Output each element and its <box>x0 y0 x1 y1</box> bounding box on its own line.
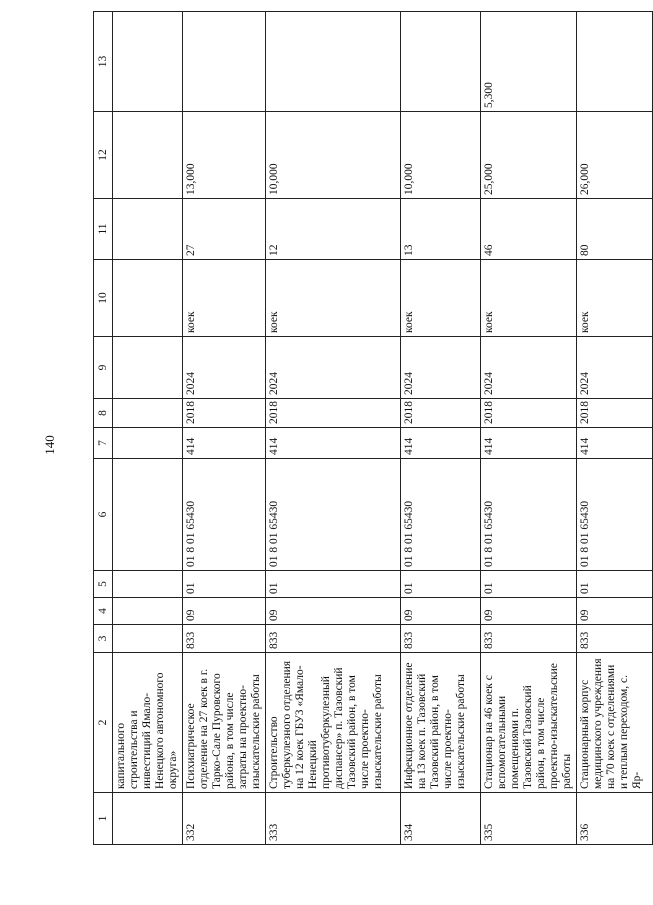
header-cell: 12 <box>94 112 113 199</box>
subsection-code-cell <box>113 571 183 598</box>
capacity-cell: 46 <box>481 199 577 260</box>
cost-cell: 10,000 <box>401 112 481 199</box>
expense-type-cell: 414 <box>401 428 481 459</box>
row-number-cell: 333 <box>266 793 401 845</box>
end-year-cell <box>113 337 183 399</box>
unit-cell: коек <box>401 260 481 337</box>
object-name-cell: Психиатрическое отделение на 27 коек в г. Тарко-Сале Пуровского района, в том числе затраты на проектно-изыскательские работы <box>183 653 266 793</box>
ministry-code-cell: 833 <box>577 625 653 653</box>
unit-cell: коек <box>577 260 653 337</box>
row-number-cell: 335 <box>481 793 577 845</box>
target-article-cell <box>113 459 183 571</box>
end-year-cell: 2024 <box>481 337 577 399</box>
section-code-cell <box>113 598 183 625</box>
header-cell: 1 <box>94 793 113 845</box>
expense-type-cell: 414 <box>266 428 401 459</box>
row-number-cell <box>113 793 183 845</box>
budget-table <box>93 11 653 845</box>
section-code-cell: 09 <box>577 598 653 625</box>
ministry-code-cell: 833 <box>401 625 481 653</box>
header-cell: 9 <box>94 337 113 399</box>
ministry-code-cell: 833 <box>266 625 401 653</box>
subsection-code-cell: 01 <box>577 571 653 598</box>
cost-cell: 13,000 <box>183 112 266 199</box>
target-article-cell: 01 8 01 65430 <box>481 459 577 571</box>
start-year-cell: 2018 <box>577 399 653 428</box>
object-name-cell: Инфекционное отделение на 13 коек п. Тазовский Тазовский район, в том числе проектно-изыскательские работы <box>401 653 481 793</box>
expense-type-cell: 414 <box>577 428 653 459</box>
header-cell: 7 <box>94 428 113 459</box>
object-name-cell: Стационар на 46 коек с вспомогательными помещениями п. Тазовский Тазовский район, в том числе проектно-изыскательские работы <box>481 653 577 793</box>
ministry-code-cell <box>113 625 183 653</box>
subsection-code-cell: 01 <box>401 571 481 598</box>
target-article-cell: 01 8 01 65430 <box>266 459 401 571</box>
start-year-cell <box>113 399 183 428</box>
object-name-cell: капитального строительства и инвестиций Ямало-Ненецкого автономного округа» <box>113 653 183 793</box>
section-code-cell: 09 <box>481 598 577 625</box>
header-cell: 6 <box>94 459 113 571</box>
amount-cell: 5,300 <box>481 12 577 112</box>
start-year-cell: 2018 <box>266 399 401 428</box>
header-cell: 8 <box>94 399 113 428</box>
amount-cell <box>266 12 401 112</box>
header-cell: 11 <box>94 199 113 260</box>
capacity-cell: 27 <box>183 199 266 260</box>
expense-type-cell <box>113 428 183 459</box>
ministry-code-cell: 833 <box>481 625 577 653</box>
capacity-cell <box>113 199 183 260</box>
ministry-code-cell: 833 <box>183 625 266 653</box>
table-row <box>266 12 401 845</box>
header-cell: 3 <box>94 625 113 653</box>
unit-cell: коек <box>266 260 401 337</box>
subsection-code-cell: 01 <box>266 571 401 598</box>
table-row <box>113 12 183 845</box>
header-cell: 5 <box>94 571 113 598</box>
end-year-cell: 2024 <box>183 337 266 399</box>
unit-cell: коек <box>183 260 266 337</box>
row-number-cell: 332 <box>183 793 266 845</box>
budget-table-container <box>93 12 643 845</box>
start-year-cell: 2018 <box>183 399 266 428</box>
amount-cell <box>577 12 653 112</box>
amount-cell <box>183 12 266 112</box>
section-code-cell: 09 <box>401 598 481 625</box>
end-year-cell: 2024 <box>266 337 401 399</box>
section-code-cell: 09 <box>183 598 266 625</box>
table-row <box>183 12 266 845</box>
header-cell: 4 <box>94 598 113 625</box>
table-row <box>481 12 577 845</box>
page-number: 140 <box>42 435 57 455</box>
capacity-cell: 12 <box>266 199 401 260</box>
column-number-header <box>94 12 113 845</box>
row-number-cell: 334 <box>401 793 481 845</box>
section-code-cell: 09 <box>266 598 401 625</box>
subsection-code-cell: 01 <box>481 571 577 598</box>
header-cell: 2 <box>94 653 113 793</box>
object-name-cell: Строительство туберкулезного отделения на 12 коек ГБУЗ «Ямало-Ненецкий противотуберкулезный диспансер» п. Тазовский Тазовский район, в том числе проектно-изыскательские работы <box>266 653 401 793</box>
subsection-code-cell: 01 <box>183 571 266 598</box>
cost-cell <box>113 112 183 199</box>
table-row <box>577 12 653 845</box>
object-name-cell: Стационарный корпус медицинского учреждения на 70 коек с отделениями и теплым переходом, с. Яр- <box>577 653 653 793</box>
cost-cell: 25,000 <box>481 112 577 199</box>
header-cell: 13 <box>94 12 113 112</box>
amount-cell <box>401 12 481 112</box>
start-year-cell: 2018 <box>401 399 481 428</box>
cost-cell: 10,000 <box>266 112 401 199</box>
rotated-table-frame <box>93 12 643 845</box>
row-number-cell: 336 <box>577 793 653 845</box>
unit-cell <box>113 260 183 337</box>
capacity-cell: 80 <box>577 199 653 260</box>
unit-cell: коек <box>481 260 577 337</box>
target-article-cell: 01 8 01 65430 <box>577 459 653 571</box>
expense-type-cell: 414 <box>481 428 577 459</box>
header-cell: 10 <box>94 260 113 337</box>
end-year-cell: 2024 <box>577 337 653 399</box>
target-article-cell: 01 8 01 65430 <box>401 459 481 571</box>
cost-cell: 26,000 <box>577 112 653 199</box>
start-year-cell: 2018 <box>481 399 577 428</box>
capacity-cell: 13 <box>401 199 481 260</box>
table-row <box>401 12 481 845</box>
amount-cell <box>113 12 183 112</box>
end-year-cell: 2024 <box>401 337 481 399</box>
expense-type-cell: 414 <box>183 428 266 459</box>
target-article-cell: 01 8 01 65430 <box>183 459 266 571</box>
